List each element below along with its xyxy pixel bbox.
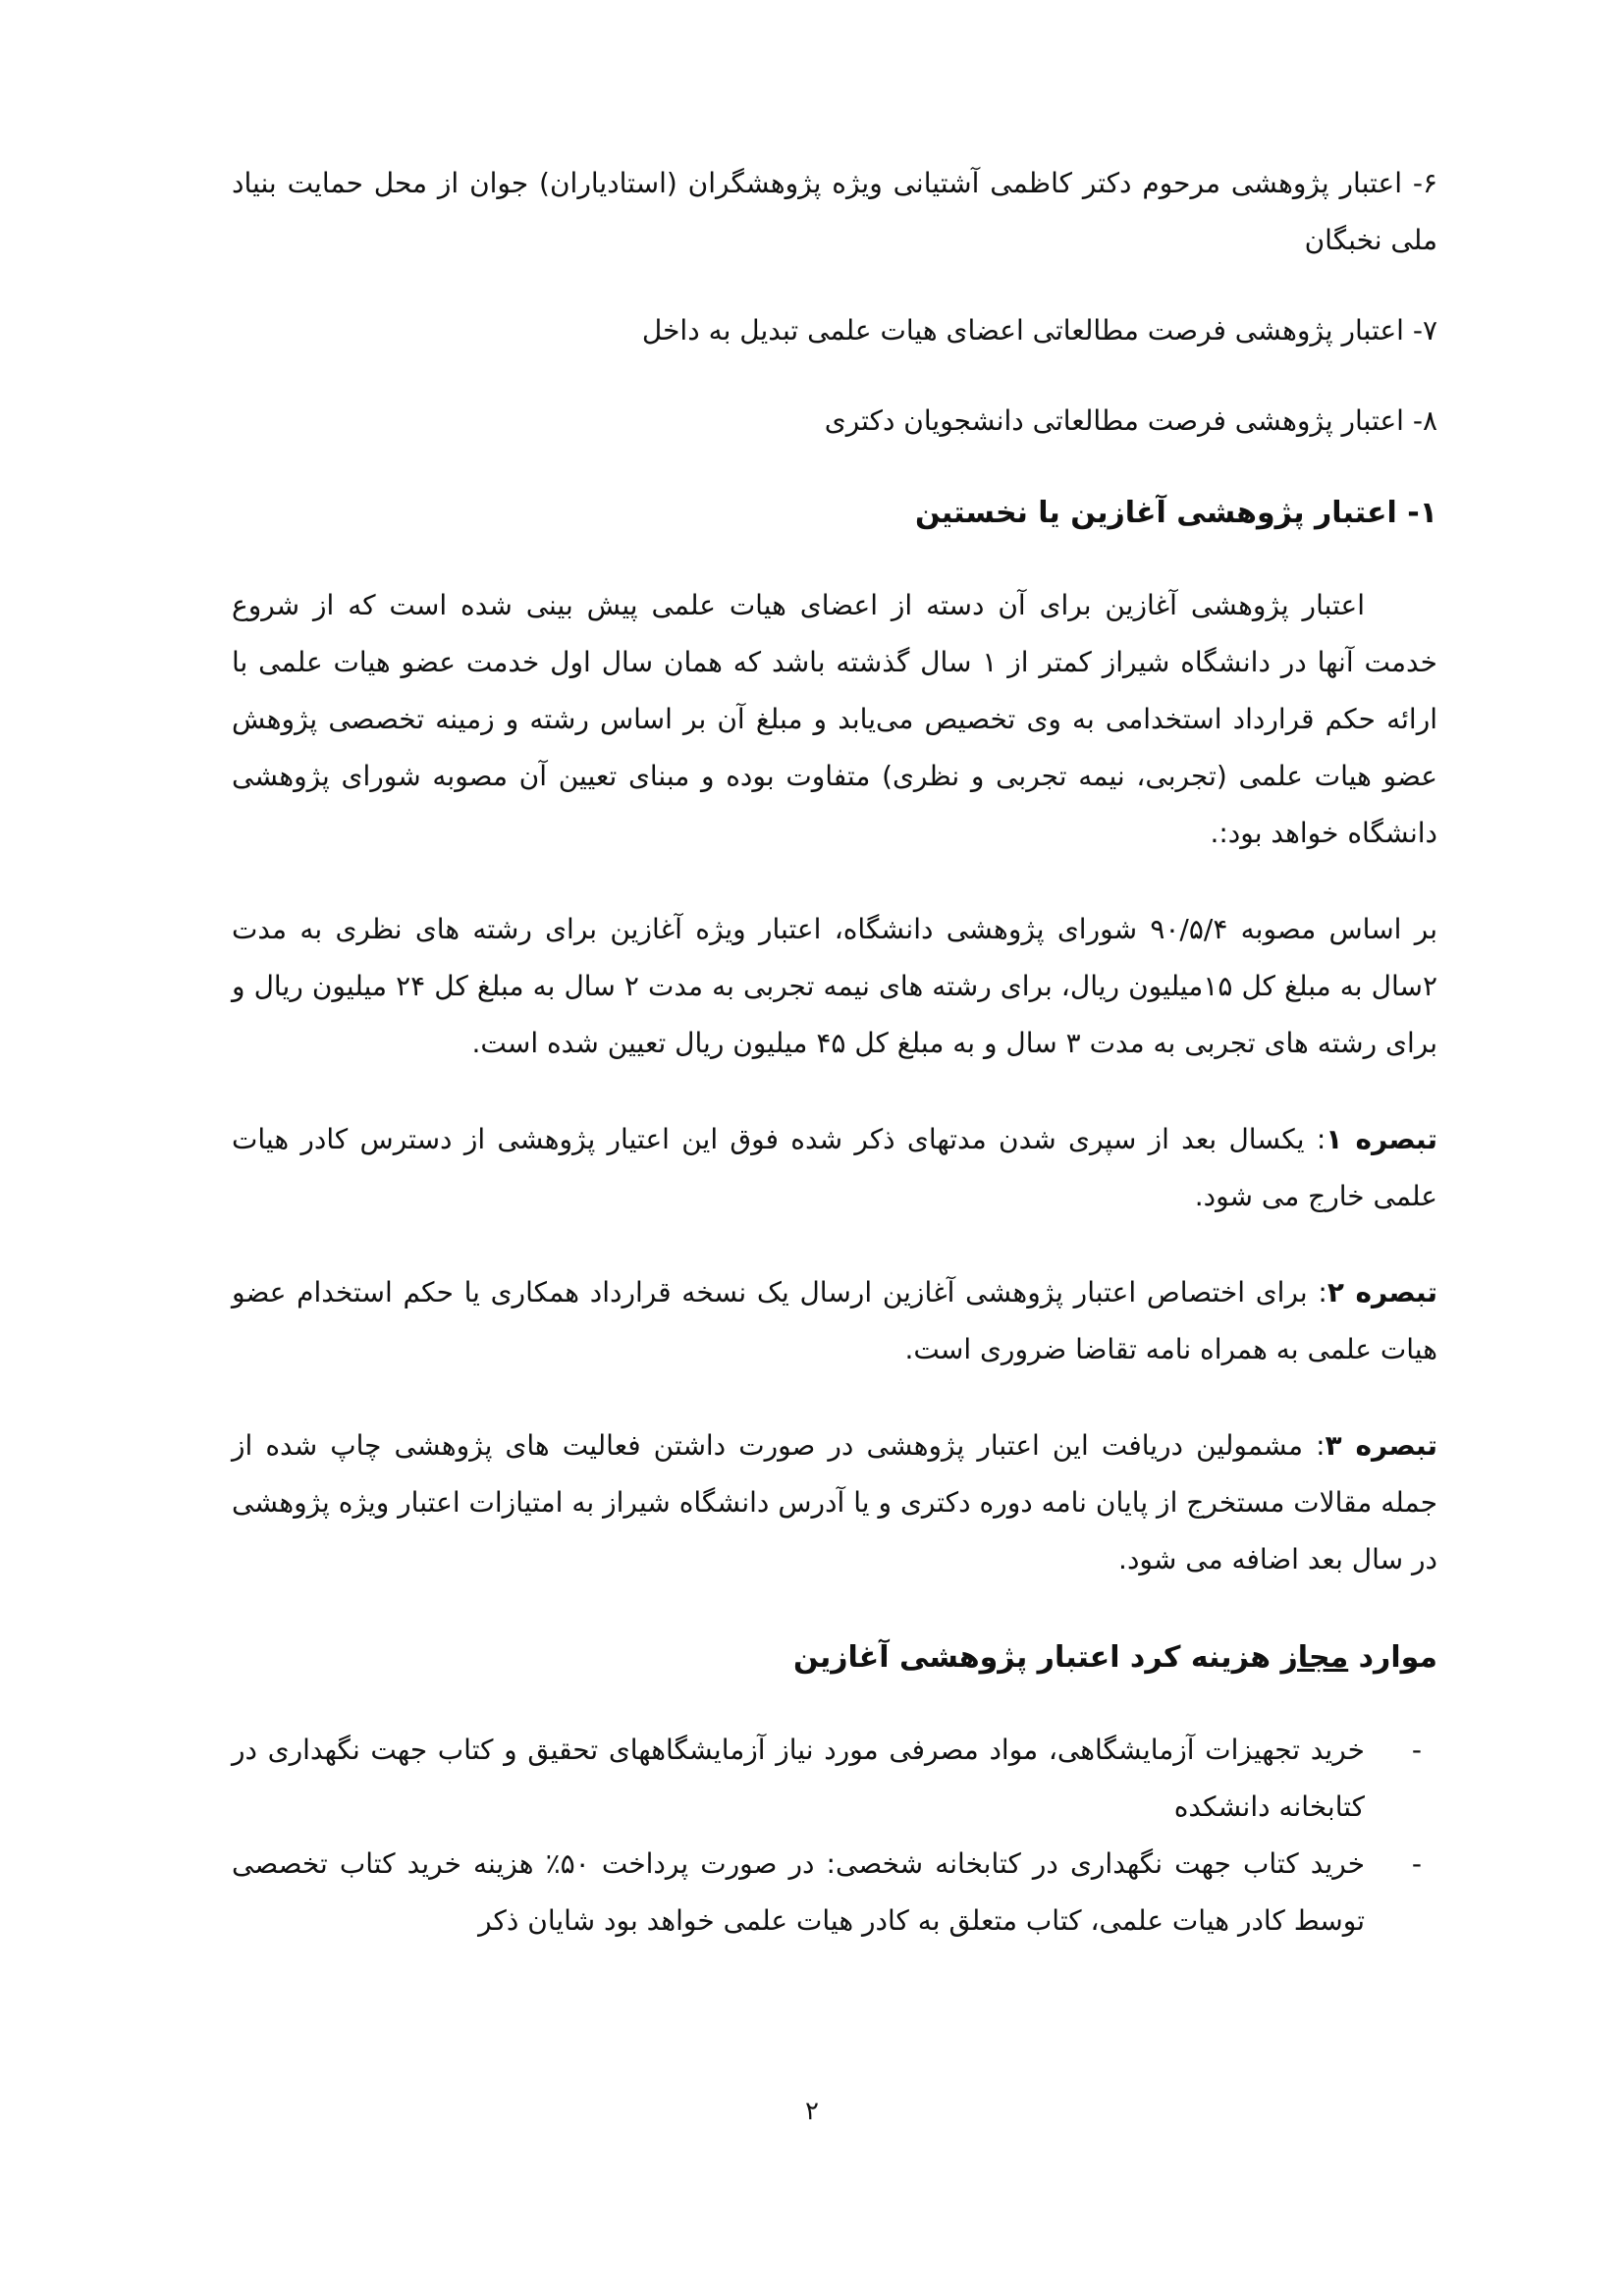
note-text: : برای اختصاص اعتبار پژوهشی آغازین ارسال یک نسخه قرارداد همکاری یا حکم استخدام عضو هیات علمی به همراه نامه تقاضا ضروری است.	[232, 1276, 1437, 1365]
allowed-expenses-heading	[232, 1628, 1437, 1688]
dash-bullet: -	[1411, 1847, 1422, 1880]
list-item-text: خرید کتاب جهت نگهداری در کتابخانه شخصی: در صورت پرداخت ۵۰٪ هزینه خرید کتاب تخصصی توسط کادر هیات علمی، کتاب متعلق به کادر هیات علمی خواهد بود شایان ذکر	[232, 1847, 1366, 1937]
list-item-7: ۷- اعتبار پژوهشی فرصت مطالعاتی اعضای هیات علمی تبدیل به داخل	[641, 314, 1437, 347]
list-item-text: خرید تجهیزات آزمایشگاهی، مواد مصرفی مورد نیاز آزمایشگاههای تحقیق و کتاب جهت نگهداری در کتابخانه دانشکده	[232, 1734, 1365, 1823]
list-item	[232, 1722, 1437, 1836]
paragraph-initial-grant: اعتبار پژوهشی آغازین برای آن دسته از اعضای هیات علمی پیش بینی شده است که از شروع خدمت آنها در دانشگاه شیراز کمتر از ۱ سال گذشته باشد که همان سال اول خدمت عضو هیات علمی با ارائه حکم قرارداد استخدامی به وی تخصیص می‌یابد و مبلغ آن بر اساس رشته و زمینه تخصصی پژوهش عضو هیات علمی (تجربی، نیمه تجربی و نظری) متفاوت بوده و مبنای تعیین آن مصوبه شورای پژوهشی دانشگاه خواهد بود:.	[232, 589, 1437, 849]
dash-bullet: -	[1411, 1734, 1422, 1766]
note-label: تبصره ۲	[1326, 1276, 1438, 1308]
note-text: : یکسال بعد از سپری شدن مدتهای ذکر شده فوق این اعتیار پژوهشی از دسترس کادر هیات علمی خارج می شود.	[232, 1123, 1437, 1212]
paragraph-grant-amounts: بر اساس مصوبه ۹۰/۵/۴ شورای پژوهشی دانشگاه، اعتبار ویژه آغازین برای رشته های نظری به مدت ۲سال به مبلغ کل ۱۵میلیون ریال، برای رشته های نیمه تجربی به مدت ۲ سال به مبلغ کل ۲۴ میلیون ریال و برای رشته های تجربی به مدت ۳ سال و به مبلغ کل ۴۵ میلیون ریال تعیین شده است.	[232, 913, 1438, 1059]
note-text: : مشمولین دریافت این اعتبار پژوهشی در صورت داشتن فعالیت های پژوهشی چاپ شده از جمله مقالات مستخرج از پایان نامه دوره دکتری و یا آدرس دانشگاه شیراز به امتیازات اعتبار ویژه پژوهشی در سال بعد اضافه می شود.	[232, 1429, 1437, 1575]
note-label: تبصره ۳	[1325, 1429, 1437, 1462]
note-2	[232, 1264, 1437, 1378]
page-content	[232, 155, 1437, 1949]
list-item-8: ۸- اعتبار پژوهشی فرصت مطالعاتی دانشجویان دکتری	[824, 404, 1437, 437]
heading-part: موارد	[1348, 1640, 1437, 1675]
note-3	[232, 1417, 1437, 1588]
note-1	[232, 1111, 1437, 1225]
heading-part: هزینه کرد اعتبار پژوهشی آغازین	[792, 1640, 1281, 1675]
heading-underlined-word: مجاز	[1280, 1640, 1349, 1675]
section-heading: ۱- اعتبار پژوهشی آغازین یا نخستین	[914, 496, 1437, 530]
allowed-expenses-list	[232, 1722, 1437, 1949]
page-number: ۲	[805, 2097, 819, 2126]
list-item-6: ۶- اعتبار پژوهشی مرحوم دکتر کاظمی آشتیانی ویژه پژوهشگران (استادیاران) جوان از محل حمایت بنیاد ملی نخبگان	[232, 167, 1437, 256]
list-item	[232, 1836, 1437, 1949]
note-label: تبصره ۱	[1326, 1123, 1438, 1155]
